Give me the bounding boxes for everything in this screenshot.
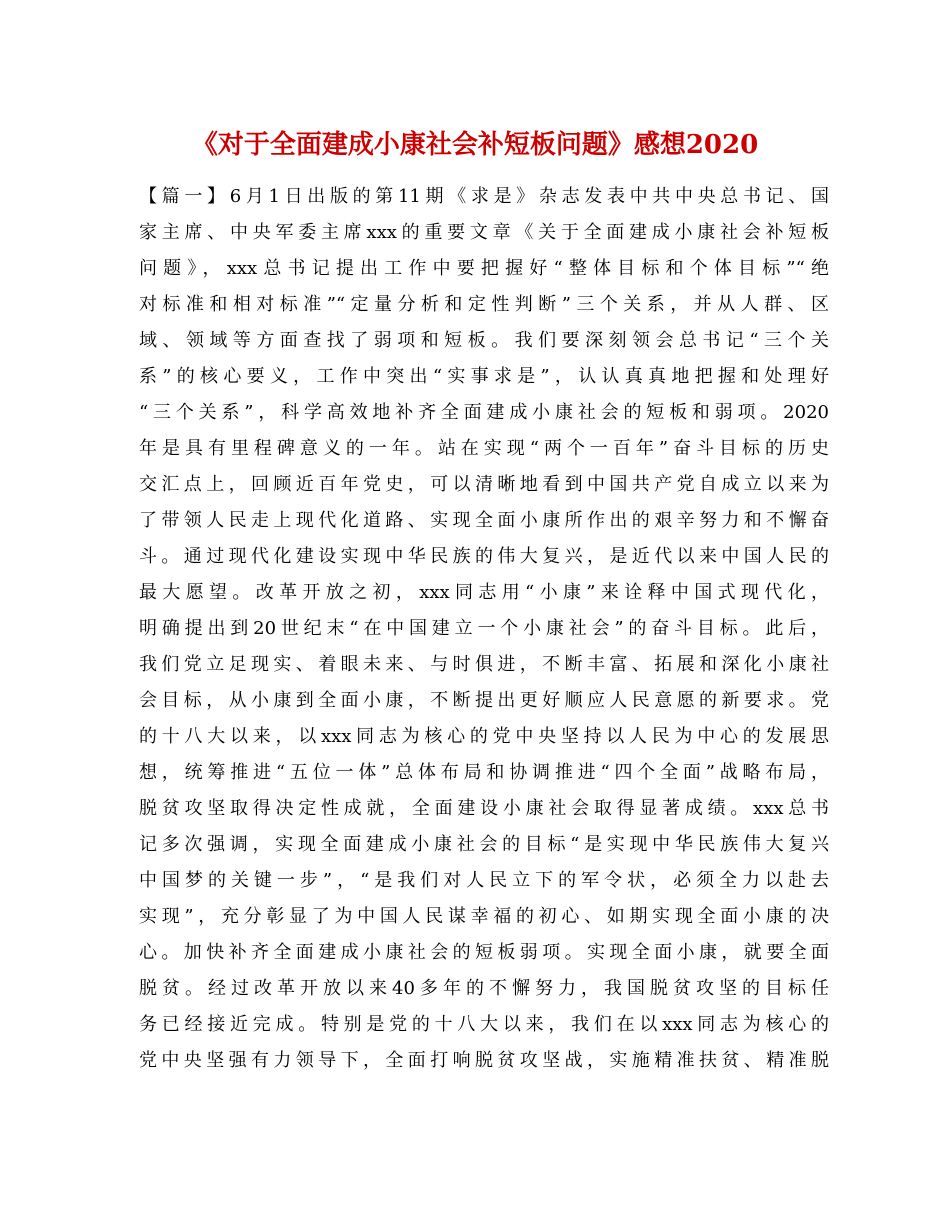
paragraph-line: 的十八大以来，以xxx同志为核心的党中央坚持以人民为中心的发展思 <box>139 726 829 747</box>
paragraph-line: 中国梦的关键一步”，“是我们对人民立下的军令状，必须全力以赴去 <box>139 870 829 891</box>
paragraph-line: 脱贫。经过改革开放以来40多年的不懈努力，我国脱贫攻坚的目标任 <box>139 978 829 999</box>
document-title: 《对于全面建成小康社会补短板问题》感想2020 <box>191 130 759 160</box>
paragraph-line: 心。加快补齐全面建成小康社会的短板弱项。实现全面小康，就要全面 <box>139 942 829 963</box>
paragraph-line: “三个关系”，科学高效地补齐全面建成小康社会的短板和弱项。2020 <box>139 402 829 423</box>
paragraph-line: 对标准和相对标准”“定量分析和定性判断”三个关系，并从人群、区 <box>139 294 829 315</box>
paragraph-line: 我们党立足现实、着眼未来、与时俱进，不断丰富、拓展和深化小康社 <box>139 654 829 675</box>
paragraph-line: 斗。通过现代化建设实现中华民族的伟大复兴，是近代以来中国人民的 <box>139 546 829 567</box>
paragraph-line: 域、领域等方面查找了弱项和短板。我们要深刻领会总书记“三个关 <box>139 330 829 351</box>
paragraph-line: 想，统筹推进“五位一体”总体布局和协调推进“四个全面”战略布局， <box>139 762 829 783</box>
paragraph-line: 家主席、中央军委主席xxx的重要文章《关于全面建成小康社会补短板 <box>139 222 829 243</box>
paragraph-line: 务已经接近完成。特别是党的十八大以来，我们在以xxx同志为核心的 <box>139 1014 829 1035</box>
paragraph-line: 党中央坚强有力领导下，全面打响脱贫攻坚战，实施精准扶贫、精准脱 <box>139 1050 829 1071</box>
paragraph-line: 最大愿望。改革开放之初，xxx同志用“小康”来诠释中国式现代化， <box>139 582 829 603</box>
paragraph-line: 记多次强调，实现全面建成小康社会的目标“是实现中华民族伟大复兴 <box>139 834 829 855</box>
document-body <box>139 179 829 1079</box>
paragraph-line: 脱贫攻坚取得决定性成就，全面建设小康社会取得显著成绩。xxx总书 <box>139 798 829 819</box>
paragraph-line: 问题》，xxx总书记提出工作中要把握好“整体目标和个体目标”“绝 <box>139 258 829 279</box>
paragraph-line: 会目标，从小康到全面小康，不断提出更好顺应人民意愿的新要求。党 <box>139 690 829 711</box>
paragraph-line: 实现”，充分彰显了为中国人民谋幸福的初心、如期实现全面小康的决 <box>139 906 829 927</box>
paragraph-line: 【篇一】6月1日出版的第11期《求是》杂志发表中共中央总书记、国 <box>139 186 829 207</box>
paragraph-line: 交汇点上，回顾近百年党史，可以清晰地看到中国共产党自成立以来为 <box>139 474 829 495</box>
paragraph-line: 年是具有里程碑意义的一年。站在实现“两个一百年”奋斗目标的历史 <box>139 438 829 459</box>
paragraph-line: 系”的核心要义，工作中突出“实事求是”，认认真真地把握和处理好 <box>139 366 829 387</box>
paragraph-line: 了带领人民走上现代化道路、实现全面小康所作出的艰辛努力和不懈奋 <box>139 510 829 531</box>
paragraph-line: 明确提出到20世纪末“在中国建立一个小康社会”的奋斗目标。此后， <box>139 618 829 639</box>
